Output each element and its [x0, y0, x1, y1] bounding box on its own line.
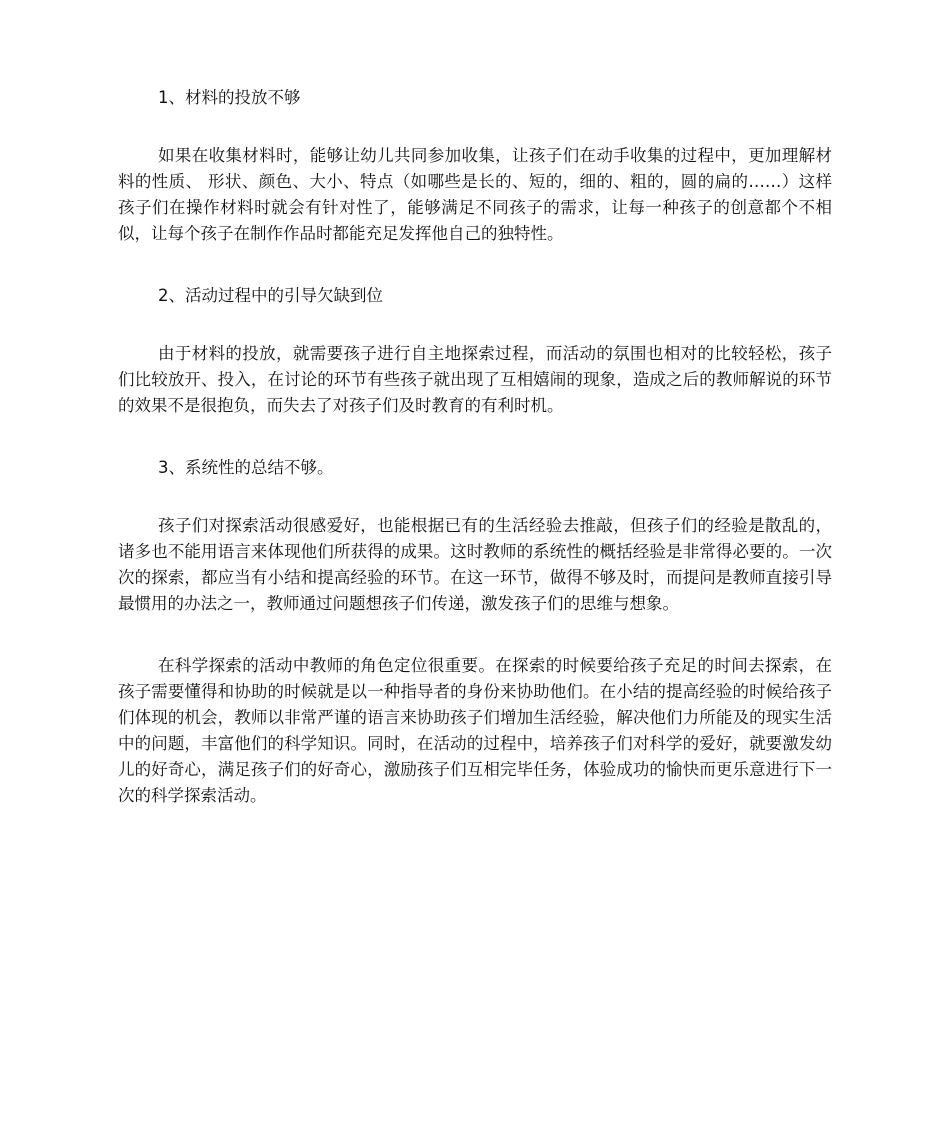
section-heading-3: 3、系统性的总结不够。 — [158, 458, 334, 477]
paragraph-2: 由于材料的投放，就需要孩子进行自主地探索过程，而活动的氛围也相对的比较轻松，孩子们比较放开、投入，在讨论的环节有些孩子就出现了互相嬉闹的现象，造成之后的教师解说的环节的效果不是很抱负，而失去了对孩子们及时教育的有利时机。 — [118, 344, 832, 415]
section-heading-2: 2、活动过程中的引导欠缺到位 — [158, 286, 383, 305]
paragraph-1: 如果在收集材料时，能够让幼儿共同参加收集，让孩子们在动手收集的过程中，更加理解材料的性质、 形状、颜色、大小、特点（如哪些是长的、短的，细的、粗的，圆的扁的……）这样孩子们在操作材料时就会有针对性了，能够满足不同孩子的需求，让每一种孩子的创意都个不相似，让每个孩子在制作作品时都能充足发挥他自己的独特性。 — [118, 146, 832, 243]
paragraph-3: 孩子们对探索活动很感爱好，也能根据已有的生活经验去推敲，但孩子们的经验是散乱的，诸多也不能用语言来体现他们所获得的成果。这时教师的系统性的概括经验是非常得必要的。一次次的探索，都应当有小结和提高经验的环节。在这一环节，做得不够及时，而提问是教师直接引导最惯用的办法之一，教师通过问题想孩子们传递，激发孩子们的思维与想象。 — [118, 516, 832, 613]
section-heading-1: 1、材料的投放不够 — [158, 88, 301, 107]
document-page — [118, 85, 832, 845]
paragraph-4: 在科学探索的活动中教师的角色定位很重要。在探索的时候要给孩子充足的时间去探索，在孩子需要懂得和协助的时候就是以一种指导者的身份来协助他们。在小结的提高经验的时候给孩子们体现的机会，教师以非常严谨的语言来协助孩子们增加生活经验，解决他们力所能及的现实生活中的问题，丰富他们的科学知识。同时，在活动的过程中，培养孩子们对科学的爱好，就要激发幼儿的好奇心，满足孩子们的好奇心，激励孩子们互相完毕任务，体验成功的愉快而更乐意进行下一次的科学探索活动。 — [118, 656, 832, 805]
